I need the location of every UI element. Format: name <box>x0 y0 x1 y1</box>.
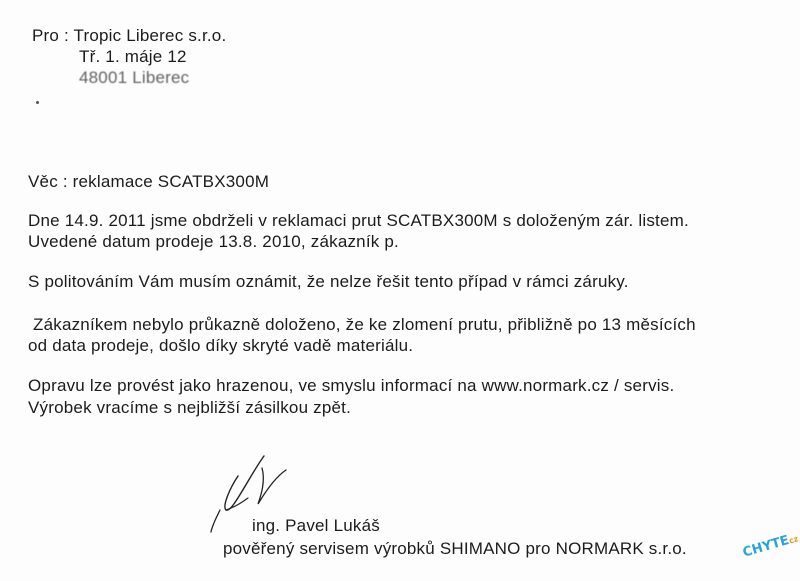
signatory-name: ing. Pavel Lukáš <box>252 516 380 535</box>
watermark-tld: cz <box>787 534 800 546</box>
paragraph-4-line-1: Opravu lze provést jako hrazenou, ve smyslu informací na www.normark.cz / servis. <box>28 376 675 395</box>
watermark-brand: CHYTE <box>741 533 791 561</box>
paragraph-3-line-2: od data prodeje, došlo díky skryté vadě materiálu. <box>28 336 414 355</box>
recipient-line-2: Tř. 1. máje 12 <box>79 47 187 66</box>
paragraph-1-line-2: Uvedené datum prodeje 13.8. 2010, zákazník p. <box>28 232 399 251</box>
recipient-line-1: Pro : Tropic Liberec s.r.o. <box>32 26 227 45</box>
scan-speck <box>36 101 39 104</box>
recipient-line-3: 48001 Liberec <box>79 68 190 87</box>
signatory-role: pověřený servisem výrobků SHIMANO pro NORMARK s.r.o. <box>223 539 687 558</box>
paragraph-1-line-1: Dne 14.9. 2011 jsme obdrželi v reklamaci prut SCATBX300M s doloženým zár. listem. <box>28 211 689 230</box>
paragraph-2-line-1: S politováním Vám musím oznámit, že nelze řešit tento případ v rámci záruky. <box>28 272 629 291</box>
subject-line: Věc : reklamace SCATBX300M <box>28 172 270 191</box>
paragraph-3-line-1: Zákazníkem nebylo průkazně doloženo, že ke zlomení prutu, přibližně po 13 měsících <box>33 315 696 334</box>
watermark-logo <box>738 530 800 576</box>
paragraph-4-line-2: Výrobek vracíme s nejbližší zásilkou zpět. <box>28 398 352 417</box>
watermark-text <box>741 530 800 560</box>
